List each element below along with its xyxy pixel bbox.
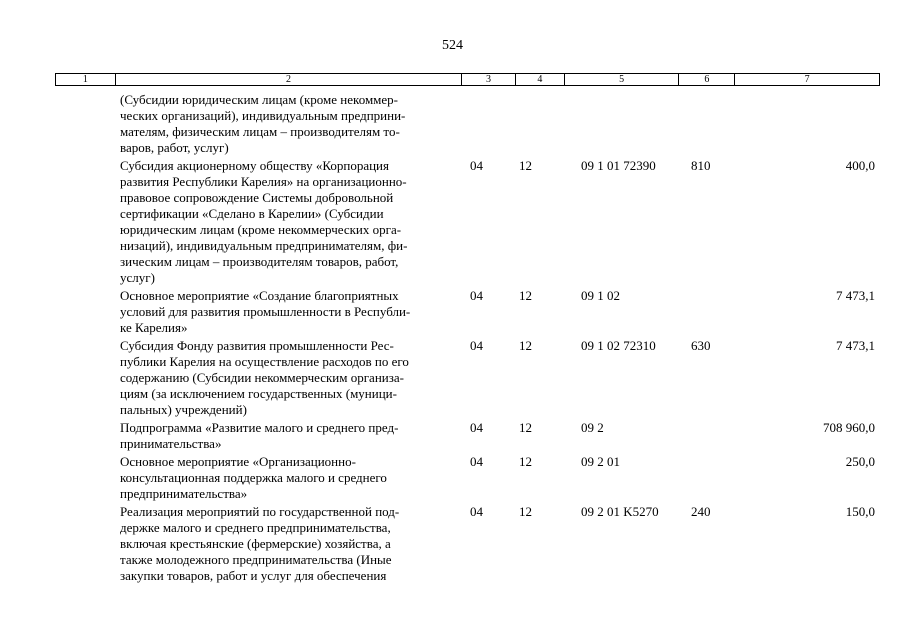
row-subsection: 12: [519, 288, 532, 303]
row-name: (Субсидии юридическим лицам (кроме некоммер- ческих организаций), индивидуальным предприни- мателям, физическим лицам – производителям то- варов, работ, услуг): [120, 92, 406, 155]
row-target-code: 09 2: [581, 420, 604, 435]
row-name: Основное мероприятие «Организационно- консультационная поддержка малого и среднего предпринимательства»: [120, 454, 387, 501]
row-subsection: 12: [519, 338, 532, 353]
page-number: 524: [442, 38, 463, 53]
row-section: 04: [470, 504, 483, 519]
table-row: [0, 420, 905, 452]
table-row: [0, 338, 905, 418]
row-target-code: 09 1 01 72390: [581, 158, 656, 173]
row-name: Подпрограмма «Развитие малого и среднего пред- принимательства»: [120, 420, 399, 451]
row-amount: 7 473,1: [836, 288, 875, 303]
row-section: 04: [470, 454, 483, 469]
column-number-7: 7: [804, 74, 810, 85]
row-name: Основное мероприятие «Создание благоприятных условий для развития промышленности в Республи- ке Карелия»: [120, 288, 411, 335]
row-section: 04: [470, 158, 483, 173]
row-name: Субсидия Фонду развития промышленности Рес- публики Карелия на осуществление расходов по его содержанию (Субсидии некоммерческим организа- циям (за исключением государственных (муници- пальных) учреждений): [120, 338, 409, 417]
row-expense-type: 630: [691, 338, 711, 353]
column-number-5: 5: [565, 74, 680, 85]
column-number-6: 6: [679, 74, 735, 85]
column-number-2: 2: [116, 74, 462, 85]
column-number-1: 1: [56, 74, 116, 85]
row-section: 04: [470, 288, 483, 303]
row-subsection: 12: [519, 504, 532, 519]
row-name: Субсидия акционерному обществу «Корпорация развития Республики Карелия» на организационно- правовое сопровождение Системы добровольной сертификации «Сделано в Карелии» (Субсидии юридическим лицам (кроме некоммерческих орга- низаций), индивидуальным предпринимателям, фи- зическим лицам – производителям товаров, работ, услуг): [120, 158, 408, 285]
column-number-header: [55, 73, 880, 86]
row-subsection: 12: [519, 420, 532, 435]
row-subsection: 12: [519, 158, 532, 173]
row-subsection: 12: [519, 454, 532, 469]
row-section: 04: [470, 420, 483, 435]
table-row: [0, 504, 905, 584]
row-target-code: 09 1 02 72310: [581, 338, 656, 353]
row-expense-type: 810: [691, 158, 711, 173]
column-number-3: 3: [462, 74, 516, 85]
row-expense-type: 240: [691, 504, 711, 519]
row-section: 04: [470, 338, 483, 353]
table-row: [0, 92, 905, 156]
row-amount: 7 473,1: [836, 338, 875, 353]
row-target-code: 09 1 02: [581, 288, 620, 303]
budget-table-body: [0, 92, 905, 586]
table-row: [0, 288, 905, 336]
row-amount: 150,0: [845, 504, 875, 519]
row-target-code: 09 2 01: [581, 454, 620, 469]
table-row: [0, 158, 905, 286]
row-amount: 708 960,0: [823, 420, 875, 435]
column-number-4: 4: [516, 74, 565, 85]
table-row: [0, 454, 905, 502]
row-target-code: 09 2 01 K5270: [581, 504, 659, 519]
row-amount: 400,0: [845, 158, 875, 173]
row-name: Реализация мероприятий по государственной под- держке малого и среднего предпринимательства, включая крестьянские (фермерские) хозяйства, а также молодежного предпринимательства (Иные закупки товаров, работ и услуг для обеспечения: [120, 504, 400, 583]
row-amount: 250,0: [845, 454, 875, 469]
